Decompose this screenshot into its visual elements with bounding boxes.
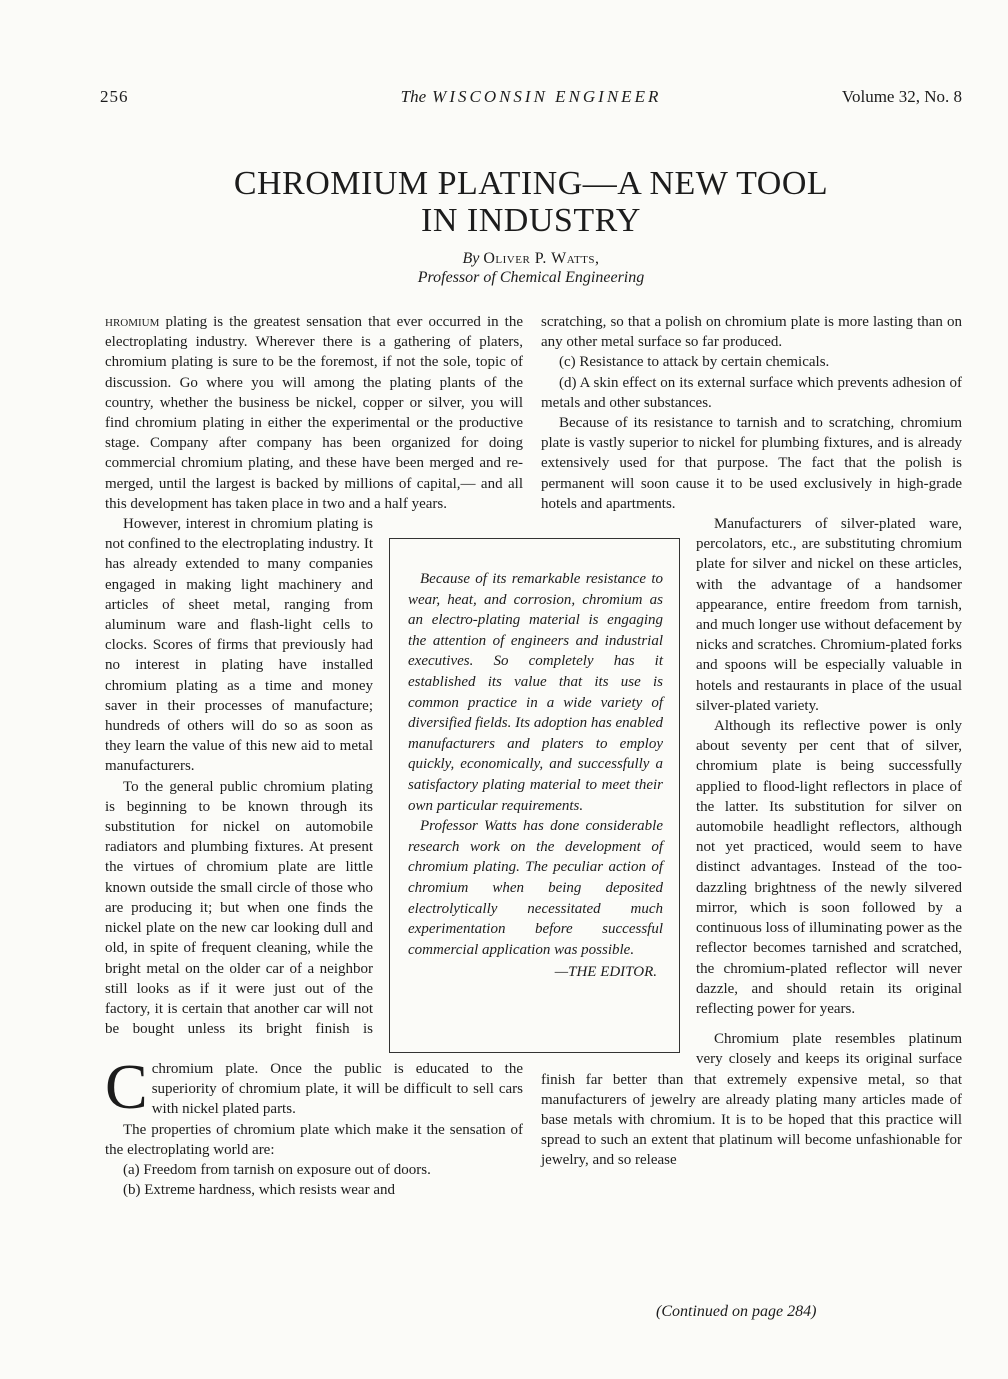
left-paragraph-3: To the general public chromium plating is beginning to be known through its substitution for nickel on automobile radiators and plumbing fixtures. At present the virtues of chromium plate are little known outside the small circle of those who are producing it; but when one finds the nickel plate on the new car looking dull and old, in spite of frequent cleaning, while the bright metal on the older car of a neighbor still looks as if it were just out of the factory, it is certain that another car will not be bought unless its bright finish is chromium plate. Once the public is educated to the superiority of chromium plate, it will be difficult to sell cars with nickel plated parts. <box>105 778 523 1118</box>
property-item-d: (d) A skin effect on its external surface which prevents adhesion of metals and other substances. <box>541 374 962 411</box>
running-head <box>100 87 962 111</box>
right-paragraph-5: Chromium plate resembles platinum very closely and keeps its original surface finish far better than that extremely expensive metal, so that manufacturers of jewelry are already plating many articles made of base metals with chromium. It is to be hoped that this practice will spread to such an extent that platinum will become unfashionable for jewelry, and so release <box>541 1031 962 1169</box>
opening-word: hromium <box>105 314 160 330</box>
author-name: Oliver P. Watts, <box>483 250 600 267</box>
byline-by: By <box>462 250 480 267</box>
continued-notice: (Continued on page 284) <box>656 1303 817 1320</box>
editor-note-box <box>389 538 680 1053</box>
journal-title <box>100 87 962 107</box>
left-paragraph-4: The properties of chromium plate which make it the sensation of the electroplating world are: <box>105 1121 523 1158</box>
right-paragraph-3: Manufacturers of silver-plated ware, percolators, etc., are substituting chromium plate for silver and nickel on these articles, with the advantage of a handsomer appearance, entire freedom from tarnish, and much longer use without defacement by nicks and scratches. Chromium-plated forks and spoons will be especially valuable in hotels and restaurants in place of the usual silver-plated variety. <box>696 516 962 714</box>
page-number: 256 <box>100 87 129 106</box>
right-paragraph-2: Because of its resistance to tarnish and to scratching, chromium plate is vastly superior to nickel for plumbing fixtures, and is already extensively used for that purpose. The fact that the polish is permanent will soon cause it to be used exclusively in high-grade hotels and apartments. <box>541 415 962 512</box>
right-paragraph-4: Although its reflective power is only about seventy per cent that of silver, chromium plate is being successfully applied to flood-light reflectors in place of the latter. Its substitution for silver on automobile headlight reflectors, although not yet practiced, would seem to have distinct advantages. Instead of the too-dazzling brightness of the newly silvered mirror, which is soon followed by a continuous loss of illuminating power as the reflector becomes tarnished and scratched, the chromium-plated reflector will never dazzle, and should retain its original reflecting power for years. <box>696 718 962 1017</box>
article-title <box>100 165 962 239</box>
right-paragraph-1: scratching, so that a polish on chromium plate is more lasting than on any other metal surface so far produced. <box>541 314 962 351</box>
author-affiliation: Professor of Chemical Engineering <box>417 269 645 286</box>
editor-signature: —THE EDITOR. <box>554 964 657 981</box>
volume-info: Volume 32, No. 8 <box>841 87 962 106</box>
left-paragraph-2: However, interest in chromium plating is not confined to the electroplating industry. It has already extended to many companies engaged in making light machinery and articles of sheet metal, ranging from aluminum ware and flash-light cells to clocks. Scores of firms that previously had no interest in plating have installed chromium plating as a time and money saver in their processes of manufacture; hundreds of others will do so as soon as they learn the value of this new aid to metal manufacturers. <box>105 516 373 775</box>
left-paragraph-1: C hromium plating is the greatest sensation that ever occurred in the electroplating industry. Wherever there is a gathering of platers, chromium plating is sure to be the foremost, if not the sole, topic of discussion. Go where you will among the plating plants of the country, whether the business be nickel, copper or silver, you will find chromium plating in either the experimental or the productive stage. Company after company has been organized for doing commercial chromium plating, and these have been merged and re-merged, until the largest is backed by millions of capital,— and all this development has taken place in two and a half years. <box>105 314 523 1122</box>
title-line-1: CHROMIUM PLATING—A NEW TOOL <box>233 165 829 202</box>
journal-prefix: The <box>400 87 427 106</box>
property-item-c: (c) Resistance to attack by certain chemicals. <box>559 354 830 371</box>
title-line-2: IN INDUSTRY <box>421 202 641 239</box>
property-item-b: (b) Extreme hardness, which resists wear and <box>123 1182 395 1199</box>
byline <box>100 249 962 287</box>
journal-name: WISCONSIN ENGINEER <box>432 87 662 106</box>
editor-note-paragraph-1: Because of its remarkable resistance to wear, heat, and corrosion, chromium as an electro-plating material is engaging the attention of engineers and industrial executives. So completely has it established its value that its use is common practice in a wide variety of diversified fields. Its adoption has enabled manufacturers and platers to employ quickly, economically, and successfully a satisfactory plating material to meet their own particular requirements. <box>408 571 663 814</box>
property-item-a: (a) Freedom from tarnish on exposure out of doors. <box>123 1162 431 1179</box>
editor-note-paragraph-2: Professor Watts has done considerable research work on the development of chromium plating. The peculiar action of chromium when being deposited electrolytically necessitated much experimentation before successful commercial application was possible. <box>408 818 663 958</box>
drop-cap: C <box>105 1051 148 1122</box>
